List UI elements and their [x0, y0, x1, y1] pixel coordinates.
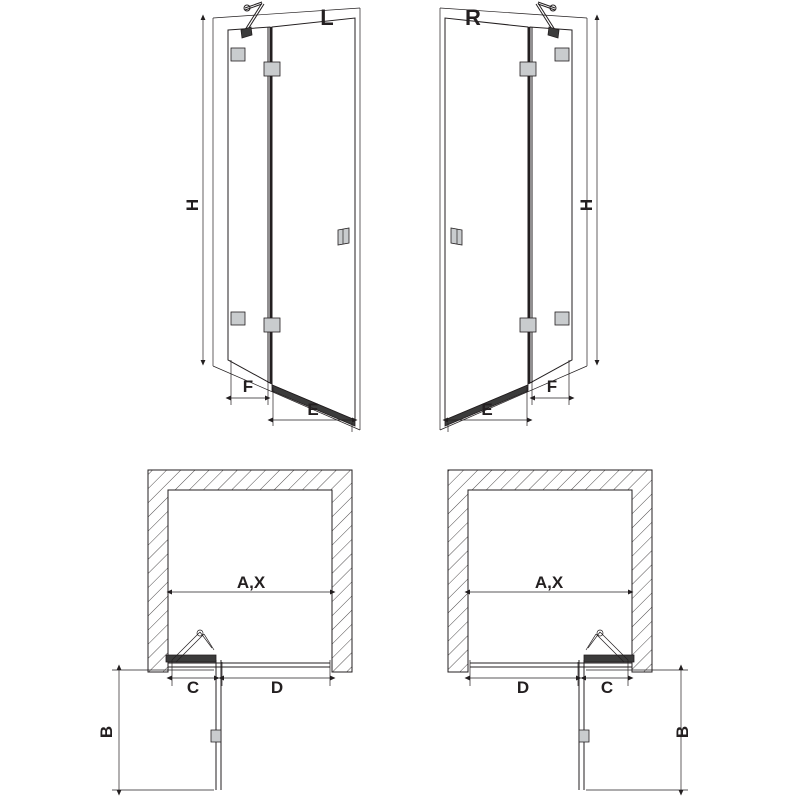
hinge-upper-right [555, 48, 569, 61]
label-d-left: D [270, 678, 284, 697]
door-handle-left-plan [211, 730, 221, 742]
label-ax-right: A,X [534, 573, 564, 592]
label-e-left: E [307, 400, 319, 419]
wall-right-plan [448, 470, 652, 672]
label-f-right: F [546, 377, 558, 396]
hinge-lower-mid-right [520, 318, 536, 332]
label-e-right: E [481, 400, 493, 419]
elevation-right-view [440, 2, 597, 432]
label-side-left: L [320, 5, 334, 30]
label-f-left: F [242, 377, 254, 396]
plan-left-view [97, 470, 352, 790]
hinge-upper-left [231, 48, 245, 61]
door-handle-right-plan [579, 730, 589, 742]
label-side-right: R [465, 5, 481, 30]
label-ax-left: A,X [236, 573, 266, 592]
hinge-upper-mid-left [264, 62, 280, 76]
label-h-left: H [183, 198, 202, 212]
door-panel-left [272, 18, 355, 420]
label-c-left: C [186, 678, 200, 697]
label-h-right: H [577, 198, 596, 212]
label-c-right: C [600, 678, 614, 697]
plan-right-view [448, 470, 692, 790]
label-d-right: D [516, 678, 530, 697]
handle-left [338, 228, 349, 245]
elevation-left-view [183, 2, 360, 432]
label-b-right: B [673, 725, 692, 739]
handle-right [451, 228, 462, 245]
hinge-lower-mid-left [264, 318, 280, 332]
hinge-lower-right [555, 312, 569, 325]
hinge-lower-left [231, 312, 245, 325]
wall-left-plan [148, 470, 352, 672]
door-panel-right [445, 18, 528, 420]
label-b-left: B [97, 725, 116, 739]
hinge-upper-mid-right [520, 62, 536, 76]
